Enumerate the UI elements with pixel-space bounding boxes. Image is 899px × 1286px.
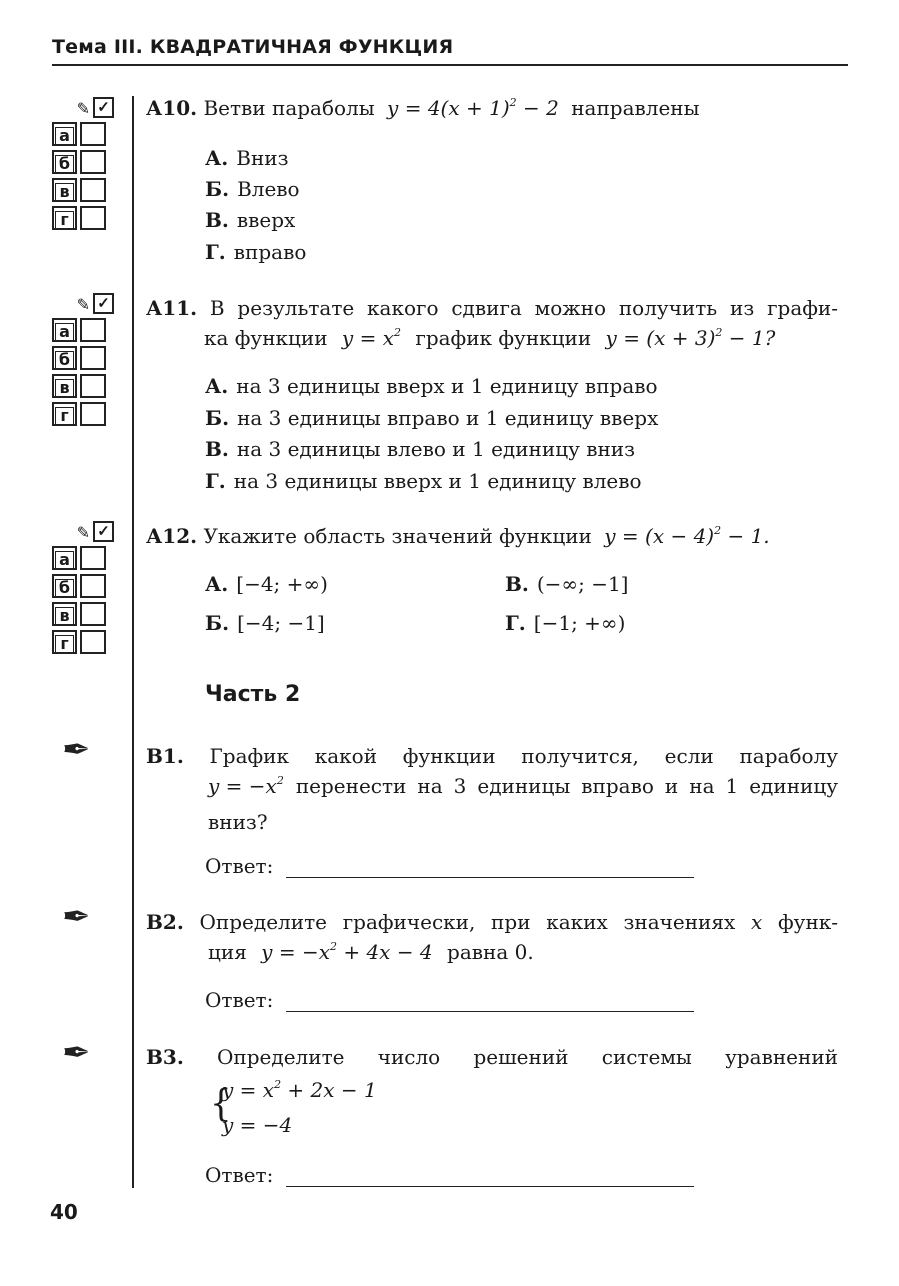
option-g[interactable]: Г. на 3 единицы вверх и 1 единицу влево (205, 469, 642, 493)
answer-boxes-a11 (52, 292, 114, 426)
option-b[interactable]: Б. [−4; −1] (205, 611, 325, 635)
system-brace: { (210, 1082, 232, 1126)
answer-checkbox-a[interactable] (80, 546, 106, 570)
answer-checkbox-v[interactable] (80, 374, 106, 398)
answer-line-b1[interactable] (286, 877, 694, 878)
answer-checkbox-g[interactable] (80, 630, 106, 654)
checkbox-check-icon: ✓ (93, 521, 114, 542)
question-b1: В1. График какой функции получится, если параболу $y = -x^2$ перенести на 3 единицы вправо и на 1 единицу вниз? (146, 744, 839, 834)
answer-letter-a: а (55, 551, 74, 570)
option-v[interactable]: В. вверх (205, 208, 296, 232)
page-header-title: Тема III. КВАДРАТИЧНАЯ ФУНКЦИЯ (52, 36, 454, 58)
question-b3: В3. Определите число решений системы уравнений (146, 1045, 838, 1069)
answer-checkbox-g[interactable] (80, 206, 106, 230)
answer-letter-v: в (55, 607, 74, 626)
answer-letter-b: б (55, 351, 74, 370)
checkbox-check-icon: ✓ (93, 97, 114, 118)
answer-letter-g: г (55, 407, 74, 426)
answer-letter-g: г (55, 635, 74, 654)
answer-checkbox-b[interactable] (80, 574, 106, 598)
answer-letter-g: г (55, 211, 74, 230)
answer-line-b3[interactable] (286, 1186, 694, 1187)
pencil-icon: ✎ (76, 295, 90, 314)
answer-boxes-a10 (52, 96, 114, 230)
question-a10: А10. Ветви параболы $y = 4(x + 1)^2 - 2$ направлены (146, 96, 700, 120)
answer-checkbox-v[interactable] (80, 602, 106, 626)
system-equation-1: $y = x^2 + 2x - 1$ (222, 1078, 377, 1102)
page-number: 40 (50, 1200, 78, 1224)
answer-checkbox-g[interactable] (80, 402, 106, 426)
margin-divider-line (132, 96, 134, 1188)
answer-letter-v: в (55, 183, 74, 202)
answer-checkbox-v[interactable] (80, 178, 106, 202)
option-g[interactable]: Г. вправо (205, 240, 307, 264)
answer-letter-b: б (55, 579, 74, 598)
section-title: Часть 2 (205, 682, 301, 707)
pen-nib-icon: ✒ (62, 897, 91, 937)
pen-nib-icon: ✒ (62, 730, 91, 770)
checkbox-check-icon: ✓ (93, 293, 114, 314)
pencil-icon: ✎ (76, 523, 90, 542)
question-number: В1. (146, 744, 184, 768)
answer-boxes-a12 (52, 520, 114, 654)
header-rule (52, 64, 848, 66)
question-number: А12. (146, 524, 198, 548)
system-equation-2: y = −4 (222, 1113, 293, 1137)
option-b[interactable]: Б. на 3 единицы вправо и 1 единицу вверх (205, 406, 659, 430)
answer-checkbox-b[interactable] (80, 150, 106, 174)
question-a12: А12. Укажите область значений функции $y = (x - 4)^2 - 1$. (146, 524, 770, 548)
pencil-icon: ✎ (76, 99, 90, 118)
question-number: А10. (146, 96, 198, 120)
answer-checkbox-a[interactable] (80, 318, 106, 342)
question-number: В2. (146, 910, 184, 934)
question-b2: В2. Определите графически, при каких значениях x функ- ция $y = -x^2 + 4x - 4$ равна 0. (146, 910, 839, 964)
answer-letter-a: а (55, 323, 74, 342)
answer-letter-b: б (55, 155, 74, 174)
option-a[interactable]: А. [−4; +∞) (205, 572, 328, 596)
answer-letter-v: в (55, 379, 74, 398)
option-v[interactable]: В. на 3 единицы влево и 1 единицу вниз (205, 437, 636, 461)
answer-letter-a: а (55, 127, 74, 146)
answer-label: Ответ: (205, 854, 274, 878)
question-number: А11. (146, 296, 198, 320)
pen-nib-icon: ✒ (62, 1033, 91, 1073)
answer-checkbox-b[interactable] (80, 346, 106, 370)
option-b[interactable]: Б. Влево (205, 177, 300, 201)
answer-label: Ответ: (205, 988, 274, 1012)
answer-line-b2[interactable] (286, 1011, 694, 1012)
answer-label: Ответ: (205, 1163, 274, 1187)
option-a[interactable]: А. на 3 единицы вверх и 1 единицу вправо (205, 374, 658, 398)
question-a11: А11. В результате какого сдвига можно получить из графи- ка функции $y = x^2$ график функции $y = (x + 3)^2 - 1$? (146, 296, 839, 350)
question-number: В3. (146, 1045, 184, 1069)
option-g[interactable]: Г. [−1; +∞) (505, 611, 626, 635)
option-a[interactable]: А. Вниз (205, 146, 289, 170)
option-v[interactable]: В. (−∞; −1] (505, 572, 629, 596)
answer-checkbox-a[interactable] (80, 122, 106, 146)
